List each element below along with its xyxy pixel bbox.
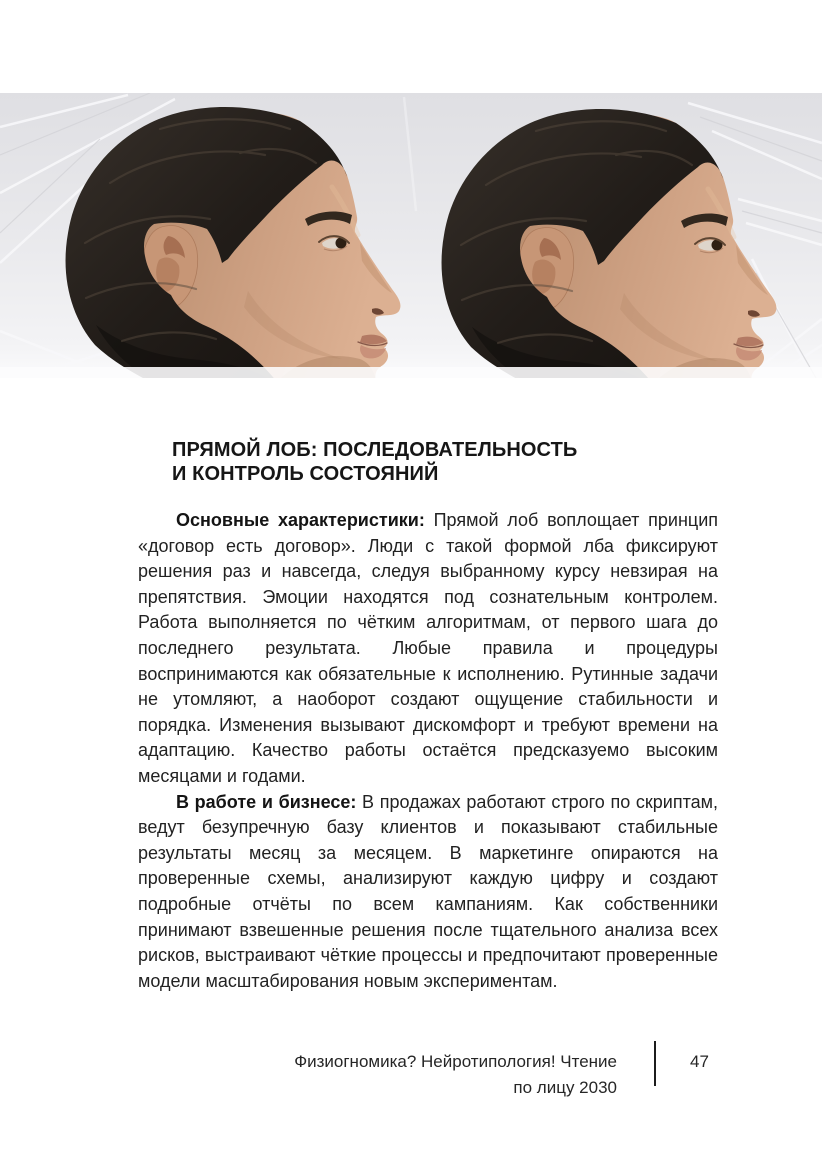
paragraph-business bbox=[138, 790, 718, 995]
floor-highlight bbox=[0, 367, 822, 378]
heading-line-2: И КОНТРОЛЬ СОСТОЯНИЙ bbox=[172, 463, 439, 485]
paragraph-text: Прямой лоб воплощает принцип «договор есть договор». Люди с такой формой лба фиксируют решения раз и навсегда, следуя выбранному курсу невзирая на препятствия. Эмоции находятся под сознательным контролем. Работа выполняется по чётким алгоритмам, от первого шага до последнего результата. Любые правила и процедуры воспринимаются как обязательные к исполнению. Рутинные задачи не утомляют, а наоборот создают ощущение стабильности и порядка. Изменения вызывают дискомфорт и требуют времени на адаптацию. Качество работы остаётся предсказуемо высоким месяцами и годами. bbox=[138, 510, 718, 786]
heading-line-1: ПРЯМОЙ ЛОБ: ПОСЛЕДОВАТЕЛЬНОСТЬ bbox=[172, 439, 578, 461]
running-title-line-2: по лицу 2030 bbox=[513, 1078, 617, 1097]
running-title-line-1: Физиогномика? Нейротипология! Чтение bbox=[294, 1052, 617, 1071]
paragraph-lead: Основные характеристики: bbox=[176, 510, 425, 530]
paragraph-text: В продажах работают строго по скриптам, ведут безупречную базу клиентов и показывают стабильные результаты месяц за месяцем. В маркетинге опираются на проверенные схемы, анализируют каждую цифру и создают подробные отчёты по всем кампаниям. Как собственники принимают взвешенные решения после тщательного анализа всех рисков, выстраивают чёткие процессы и предпочитают проверенные модели масштабирования новым экспериментам. bbox=[138, 791, 719, 991]
hero-photo bbox=[0, 93, 822, 378]
section-heading bbox=[172, 438, 577, 486]
body-text bbox=[138, 508, 718, 994]
page-number: 47 bbox=[690, 1052, 709, 1071]
running-title bbox=[138, 1049, 617, 1101]
two-profile-heads-illustration bbox=[0, 93, 822, 378]
footer-divider bbox=[654, 1041, 656, 1086]
paragraph-lead: В работе и бизнесе: bbox=[176, 791, 357, 812]
paragraph-characteristics bbox=[138, 508, 718, 790]
